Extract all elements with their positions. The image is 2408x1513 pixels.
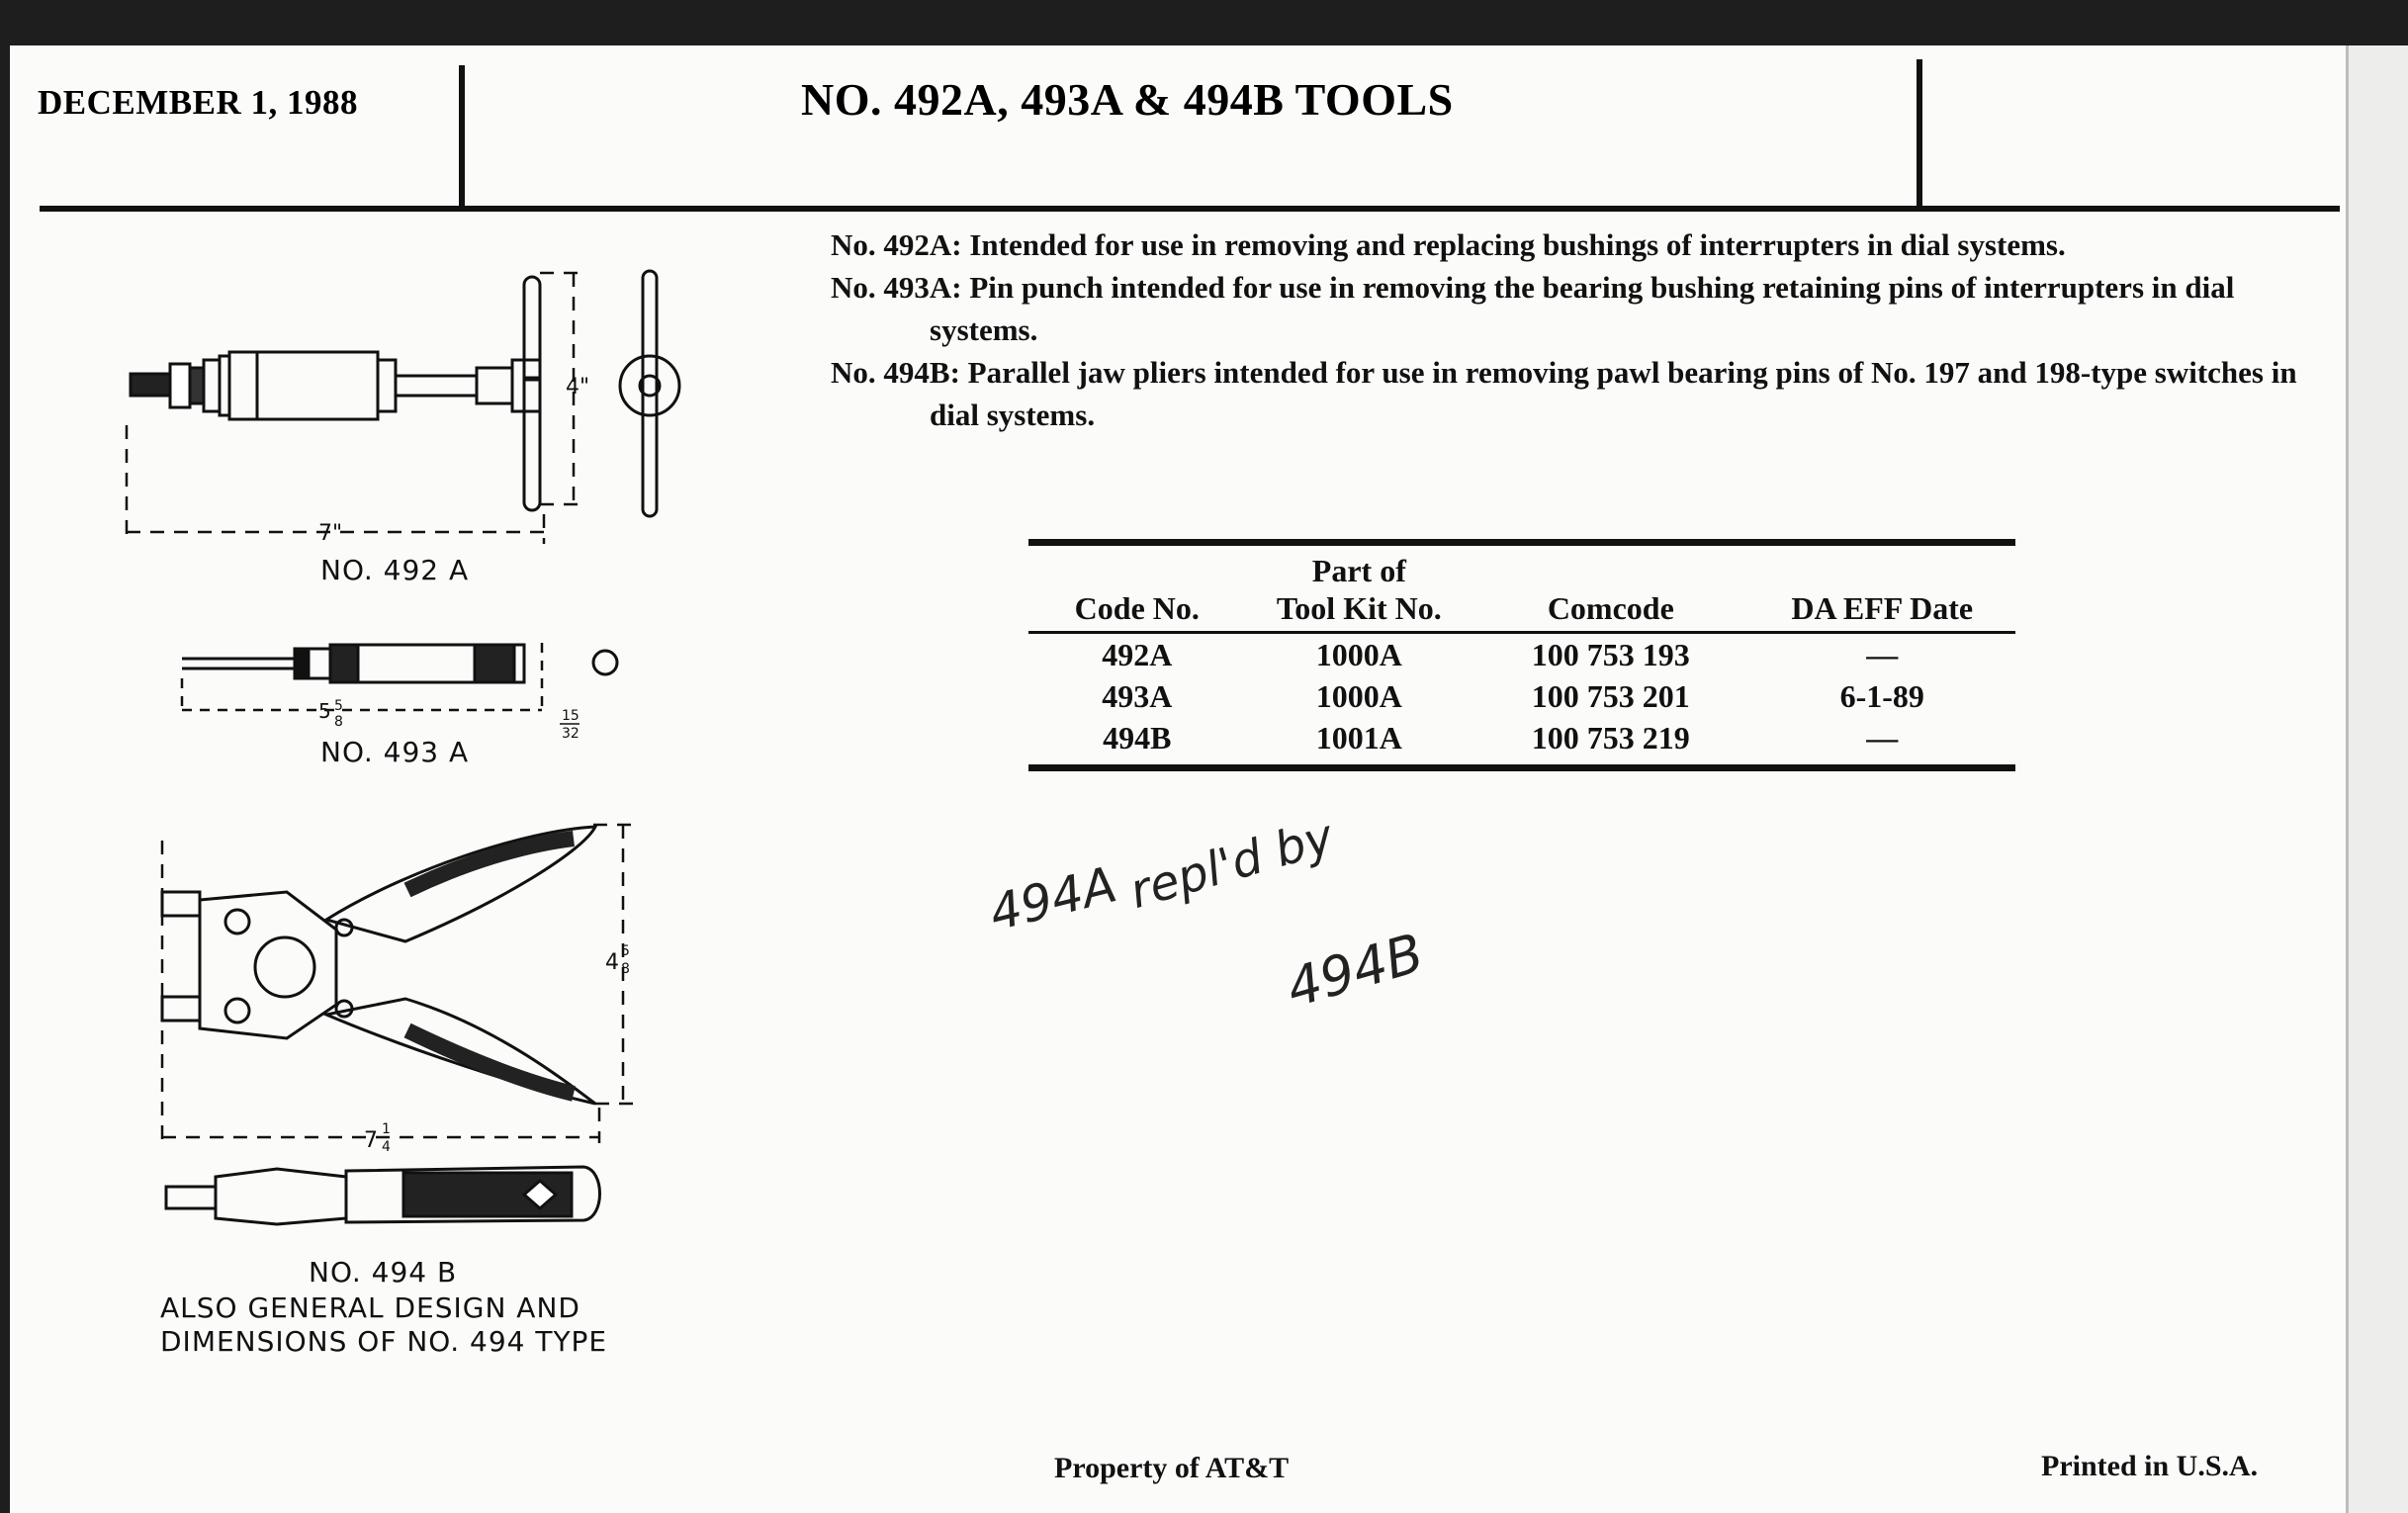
cell-da-date: — — [1866, 720, 1899, 756]
cell-code: 494B — [1103, 720, 1172, 756]
table-top-rule — [1028, 539, 2015, 546]
dim-493-length: 5 — [318, 699, 331, 723]
cell-code: 492A — [1102, 637, 1173, 672]
cell-comcode: 100 753 201 — [1531, 678, 1690, 714]
header-date: DECEMBER 1, 1988 — [38, 83, 358, 122]
dim-494-length-num: 1 — [382, 1121, 391, 1137]
scan-margin — [2346, 45, 2408, 1513]
cell-da-date: 6-1-89 — [1839, 678, 1924, 714]
description-493a: No. 493A: Pin punch intended for use in removing the bearing bushing retaining pins of interrupters in dial systems. — [831, 270, 2235, 347]
table-row — [1028, 675, 2015, 717]
description-494b: No. 494B: Parallel jaw pliers intended for use in removing pawl bearing pins of No. 197 and 198-type switches in dial systems. — [831, 355, 2297, 432]
dim-494-height-num: 5 — [621, 943, 630, 959]
handwritten-494a: 494A — [983, 855, 1122, 942]
cell-da-date: — — [1866, 637, 1899, 672]
cell-kit: 1000A — [1315, 678, 1402, 714]
dim-492-height: 4" — [566, 375, 590, 400]
cell-comcode: 100 753 193 — [1531, 637, 1690, 672]
handwritten-494b: 494B — [1280, 921, 1431, 1021]
handwritten-repld-by: repl'd by — [1123, 809, 1340, 920]
footer-printed: Printed in U.S.A. — [2041, 1450, 2259, 1482]
tool-494b-drawing — [148, 811, 702, 1226]
col-header-kit: Part of Tool Kit No. — [1276, 553, 1442, 626]
cell-code: 493A — [1102, 678, 1173, 714]
tool-492a-drawing — [109, 257, 722, 554]
dim-494-length: 7 — [364, 1128, 378, 1153]
tool-descriptions — [831, 223, 2314, 436]
figure-note-line2: DIMENSIONS OF NO. 494 TYPE — [160, 1325, 608, 1358]
cell-comcode: 100 753 219 — [1531, 720, 1690, 756]
cell-kit: 1001A — [1315, 720, 1402, 756]
col-header-code: Code No. — [1074, 590, 1200, 626]
header-divider-left — [459, 65, 465, 212]
header-divider-right — [1917, 59, 1922, 206]
page-title: NO. 492A, 493A & 494B TOOLS — [801, 74, 1454, 125]
dim-493-dia-den: 32 — [562, 726, 580, 742]
dim-492-length: 7" — [318, 521, 343, 546]
tool-493a-drawing — [178, 633, 633, 742]
table-bottom-rule — [1028, 764, 2015, 771]
figure-label-493a: NO. 493 A — [320, 736, 470, 768]
table-header-row — [1028, 546, 2015, 627]
cell-kit: 1000A — [1315, 637, 1402, 672]
col-header-comcode: Comcode — [1547, 590, 1674, 626]
figure-label-494b: NO. 494 B — [309, 1256, 458, 1289]
table-row — [1028, 717, 2015, 758]
dim-494-height-den: 8 — [621, 961, 630, 977]
figure-label-492a: NO. 492 A — [320, 554, 470, 586]
dim-493-frac-den: 8 — [334, 714, 343, 730]
dim-493-dia-num: 15 — [562, 708, 580, 724]
tool-code-table — [1028, 539, 2015, 771]
footer-property: Property of AT&T — [1054, 1452, 1290, 1484]
table-row — [1028, 634, 2015, 675]
dim-493-frac-num: 5 — [334, 698, 343, 714]
dim-494-height: 4 — [605, 950, 619, 975]
figure-note-line1: ALSO GENERAL DESIGN AND — [160, 1291, 580, 1324]
dim-494-length-den: 4 — [382, 1139, 391, 1155]
header-rule — [40, 206, 2340, 212]
description-492a: No. 492A: Intended for use in removing and replacing bushings of interrupters in dial systems. — [831, 227, 2066, 262]
col-header-da-date: DA EFF Date — [1791, 590, 1974, 626]
